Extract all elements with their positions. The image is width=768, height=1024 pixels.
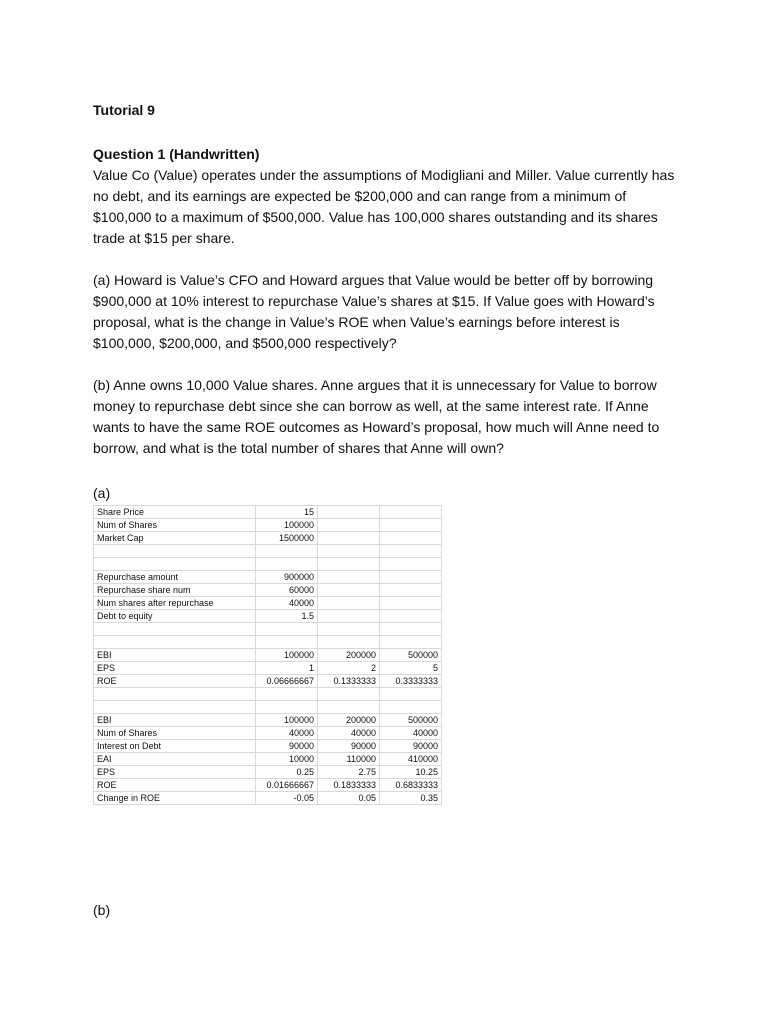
- question-heading: Question 1 (Handwritten): [93, 146, 260, 162]
- value-cell: [380, 558, 442, 571]
- row-label-cell: Interest on Debt: [94, 740, 256, 753]
- answer-a-label: (a): [93, 485, 111, 501]
- value-cell: [380, 688, 442, 701]
- row-label-cell: Num of Shares: [94, 519, 256, 532]
- value-cell: 900000: [256, 571, 318, 584]
- value-cell: [318, 701, 380, 714]
- value-cell: [256, 558, 318, 571]
- row-label-cell: [94, 688, 256, 701]
- value-cell: -0.05: [256, 792, 318, 805]
- table-row: [94, 701, 442, 714]
- answer-b-label: (b): [93, 902, 111, 918]
- row-label-cell: Repurchase share num: [94, 584, 256, 597]
- value-cell: 110000: [318, 753, 380, 766]
- value-cell: [318, 545, 380, 558]
- row-label-cell: Debt to equity: [94, 610, 256, 623]
- value-cell: [380, 519, 442, 532]
- value-cell: [256, 545, 318, 558]
- row-label-cell: Repurchase amount: [94, 571, 256, 584]
- value-cell: [380, 610, 442, 623]
- row-label-cell: Share Price: [94, 506, 256, 519]
- value-cell: [380, 571, 442, 584]
- value-cell: [380, 701, 442, 714]
- table-row: [94, 727, 442, 740]
- row-label-cell: EPS: [94, 766, 256, 779]
- value-cell: 0.01666667: [256, 779, 318, 792]
- question-part-b: (b) Anne owns 10,000 Value shares. Anne argues that it is unnecessary for Value to borrow money to repurchase debt since she can borrow as well, at the same interest rate. If Anne wants to have the same ROE outcomes as Howard’s proposal, how much will Anne need to borrow, and what is the total number of shares that Anne will own?: [93, 377, 660, 456]
- value-cell: 1: [256, 662, 318, 675]
- table-row: [94, 753, 442, 766]
- value-cell: [380, 623, 442, 636]
- table-row: [94, 571, 442, 584]
- row-label-cell: Num shares after repurchase: [94, 597, 256, 610]
- table-row: [94, 740, 442, 753]
- value-cell: [380, 597, 442, 610]
- row-label-cell: EBI: [94, 714, 256, 727]
- value-cell: 40000: [256, 727, 318, 740]
- value-cell: 500000: [380, 649, 442, 662]
- value-cell: 0.1333333: [318, 675, 380, 688]
- value-cell: [380, 532, 442, 545]
- value-cell: [380, 545, 442, 558]
- table-row: [94, 688, 442, 701]
- table-row: [94, 662, 442, 675]
- value-cell: 40000: [380, 727, 442, 740]
- row-label-cell: [94, 701, 256, 714]
- value-cell: 10000: [256, 753, 318, 766]
- value-cell: 40000: [318, 727, 380, 740]
- value-cell: 1500000: [256, 532, 318, 545]
- table-row: [94, 558, 442, 571]
- value-cell: [318, 519, 380, 532]
- value-cell: [318, 532, 380, 545]
- row-label-cell: EPS: [94, 662, 256, 675]
- row-label-cell: [94, 623, 256, 636]
- value-cell: 90000: [256, 740, 318, 753]
- value-cell: 0.1833333: [318, 779, 380, 792]
- table-row: [94, 623, 442, 636]
- table-row: [94, 779, 442, 792]
- table-row: [94, 506, 442, 519]
- value-cell: [380, 584, 442, 597]
- table-row: [94, 675, 442, 688]
- value-cell: [318, 558, 380, 571]
- value-cell: 0.3333333: [380, 675, 442, 688]
- value-cell: [380, 506, 442, 519]
- table-row: [94, 545, 442, 558]
- row-label-cell: EBI: [94, 649, 256, 662]
- table-row: [94, 519, 442, 532]
- table-row: [94, 792, 442, 805]
- table-row: [94, 714, 442, 727]
- table-row: [94, 597, 442, 610]
- row-label-cell: Change in ROE: [94, 792, 256, 805]
- value-cell: 100000: [256, 649, 318, 662]
- value-cell: [256, 636, 318, 649]
- table-row: [94, 766, 442, 779]
- value-cell: 90000: [380, 740, 442, 753]
- spreadsheet-table: [93, 505, 442, 805]
- value-cell: 200000: [318, 649, 380, 662]
- row-label-cell: EAI: [94, 753, 256, 766]
- value-cell: [256, 688, 318, 701]
- value-cell: 200000: [318, 714, 380, 727]
- document-page: [93, 100, 683, 805]
- value-cell: 2.75: [318, 766, 380, 779]
- value-cell: 15: [256, 506, 318, 519]
- value-cell: 40000: [256, 597, 318, 610]
- value-cell: 90000: [318, 740, 380, 753]
- value-cell: 0.05: [318, 792, 380, 805]
- value-cell: [380, 636, 442, 649]
- value-cell: 100000: [256, 519, 318, 532]
- value-cell: [256, 701, 318, 714]
- row-label-cell: Num of Shares: [94, 727, 256, 740]
- row-label-cell: ROE: [94, 675, 256, 688]
- question-intro: Value Co (Value) operates under the assumptions of Modigliani and Miller. Value currently has no debt, and its earnings are expected be $200,000 and can range from a minimum of $100,000 to a maximum of $500,000. Value has 100,000 shares outstanding and its shares trade at $15 per share.: [93, 167, 675, 246]
- table-row: [94, 610, 442, 623]
- value-cell: [318, 597, 380, 610]
- row-label-cell: [94, 558, 256, 571]
- row-label-cell: ROE: [94, 779, 256, 792]
- value-cell: 410000: [380, 753, 442, 766]
- table-row: [94, 649, 442, 662]
- table-row: [94, 532, 442, 545]
- value-cell: [318, 636, 380, 649]
- value-cell: [318, 584, 380, 597]
- question-part-a: (a) Howard is Value’s CFO and Howard argues that Value would be better off by borrowing $900,000 at 10% interest to repurchase Value’s shares at $15. If Value goes with Howard’s proposal, what is the change in Value’s ROE when Value’s earnings before interest is $100,000, $200,000, and $500,000 respectively?: [93, 272, 655, 351]
- value-cell: [318, 610, 380, 623]
- value-cell: 10.25: [380, 766, 442, 779]
- value-cell: [318, 506, 380, 519]
- value-cell: 0.06666667: [256, 675, 318, 688]
- value-cell: 100000: [256, 714, 318, 727]
- table-row: [94, 636, 442, 649]
- value-cell: 0.25: [256, 766, 318, 779]
- value-cell: 2: [318, 662, 380, 675]
- value-cell: 60000: [256, 584, 318, 597]
- value-cell: [318, 623, 380, 636]
- value-cell: [318, 688, 380, 701]
- row-label-cell: [94, 545, 256, 558]
- value-cell: 1.5: [256, 610, 318, 623]
- row-label-cell: [94, 636, 256, 649]
- value-cell: 0.6833333: [380, 779, 442, 792]
- value-cell: 500000: [380, 714, 442, 727]
- value-cell: 5: [380, 662, 442, 675]
- value-cell: [318, 571, 380, 584]
- value-cell: 0.35: [380, 792, 442, 805]
- table-row: [94, 584, 442, 597]
- value-cell: [256, 623, 318, 636]
- page-title: Tutorial 9: [93, 102, 155, 118]
- row-label-cell: Market Cap: [94, 532, 256, 545]
